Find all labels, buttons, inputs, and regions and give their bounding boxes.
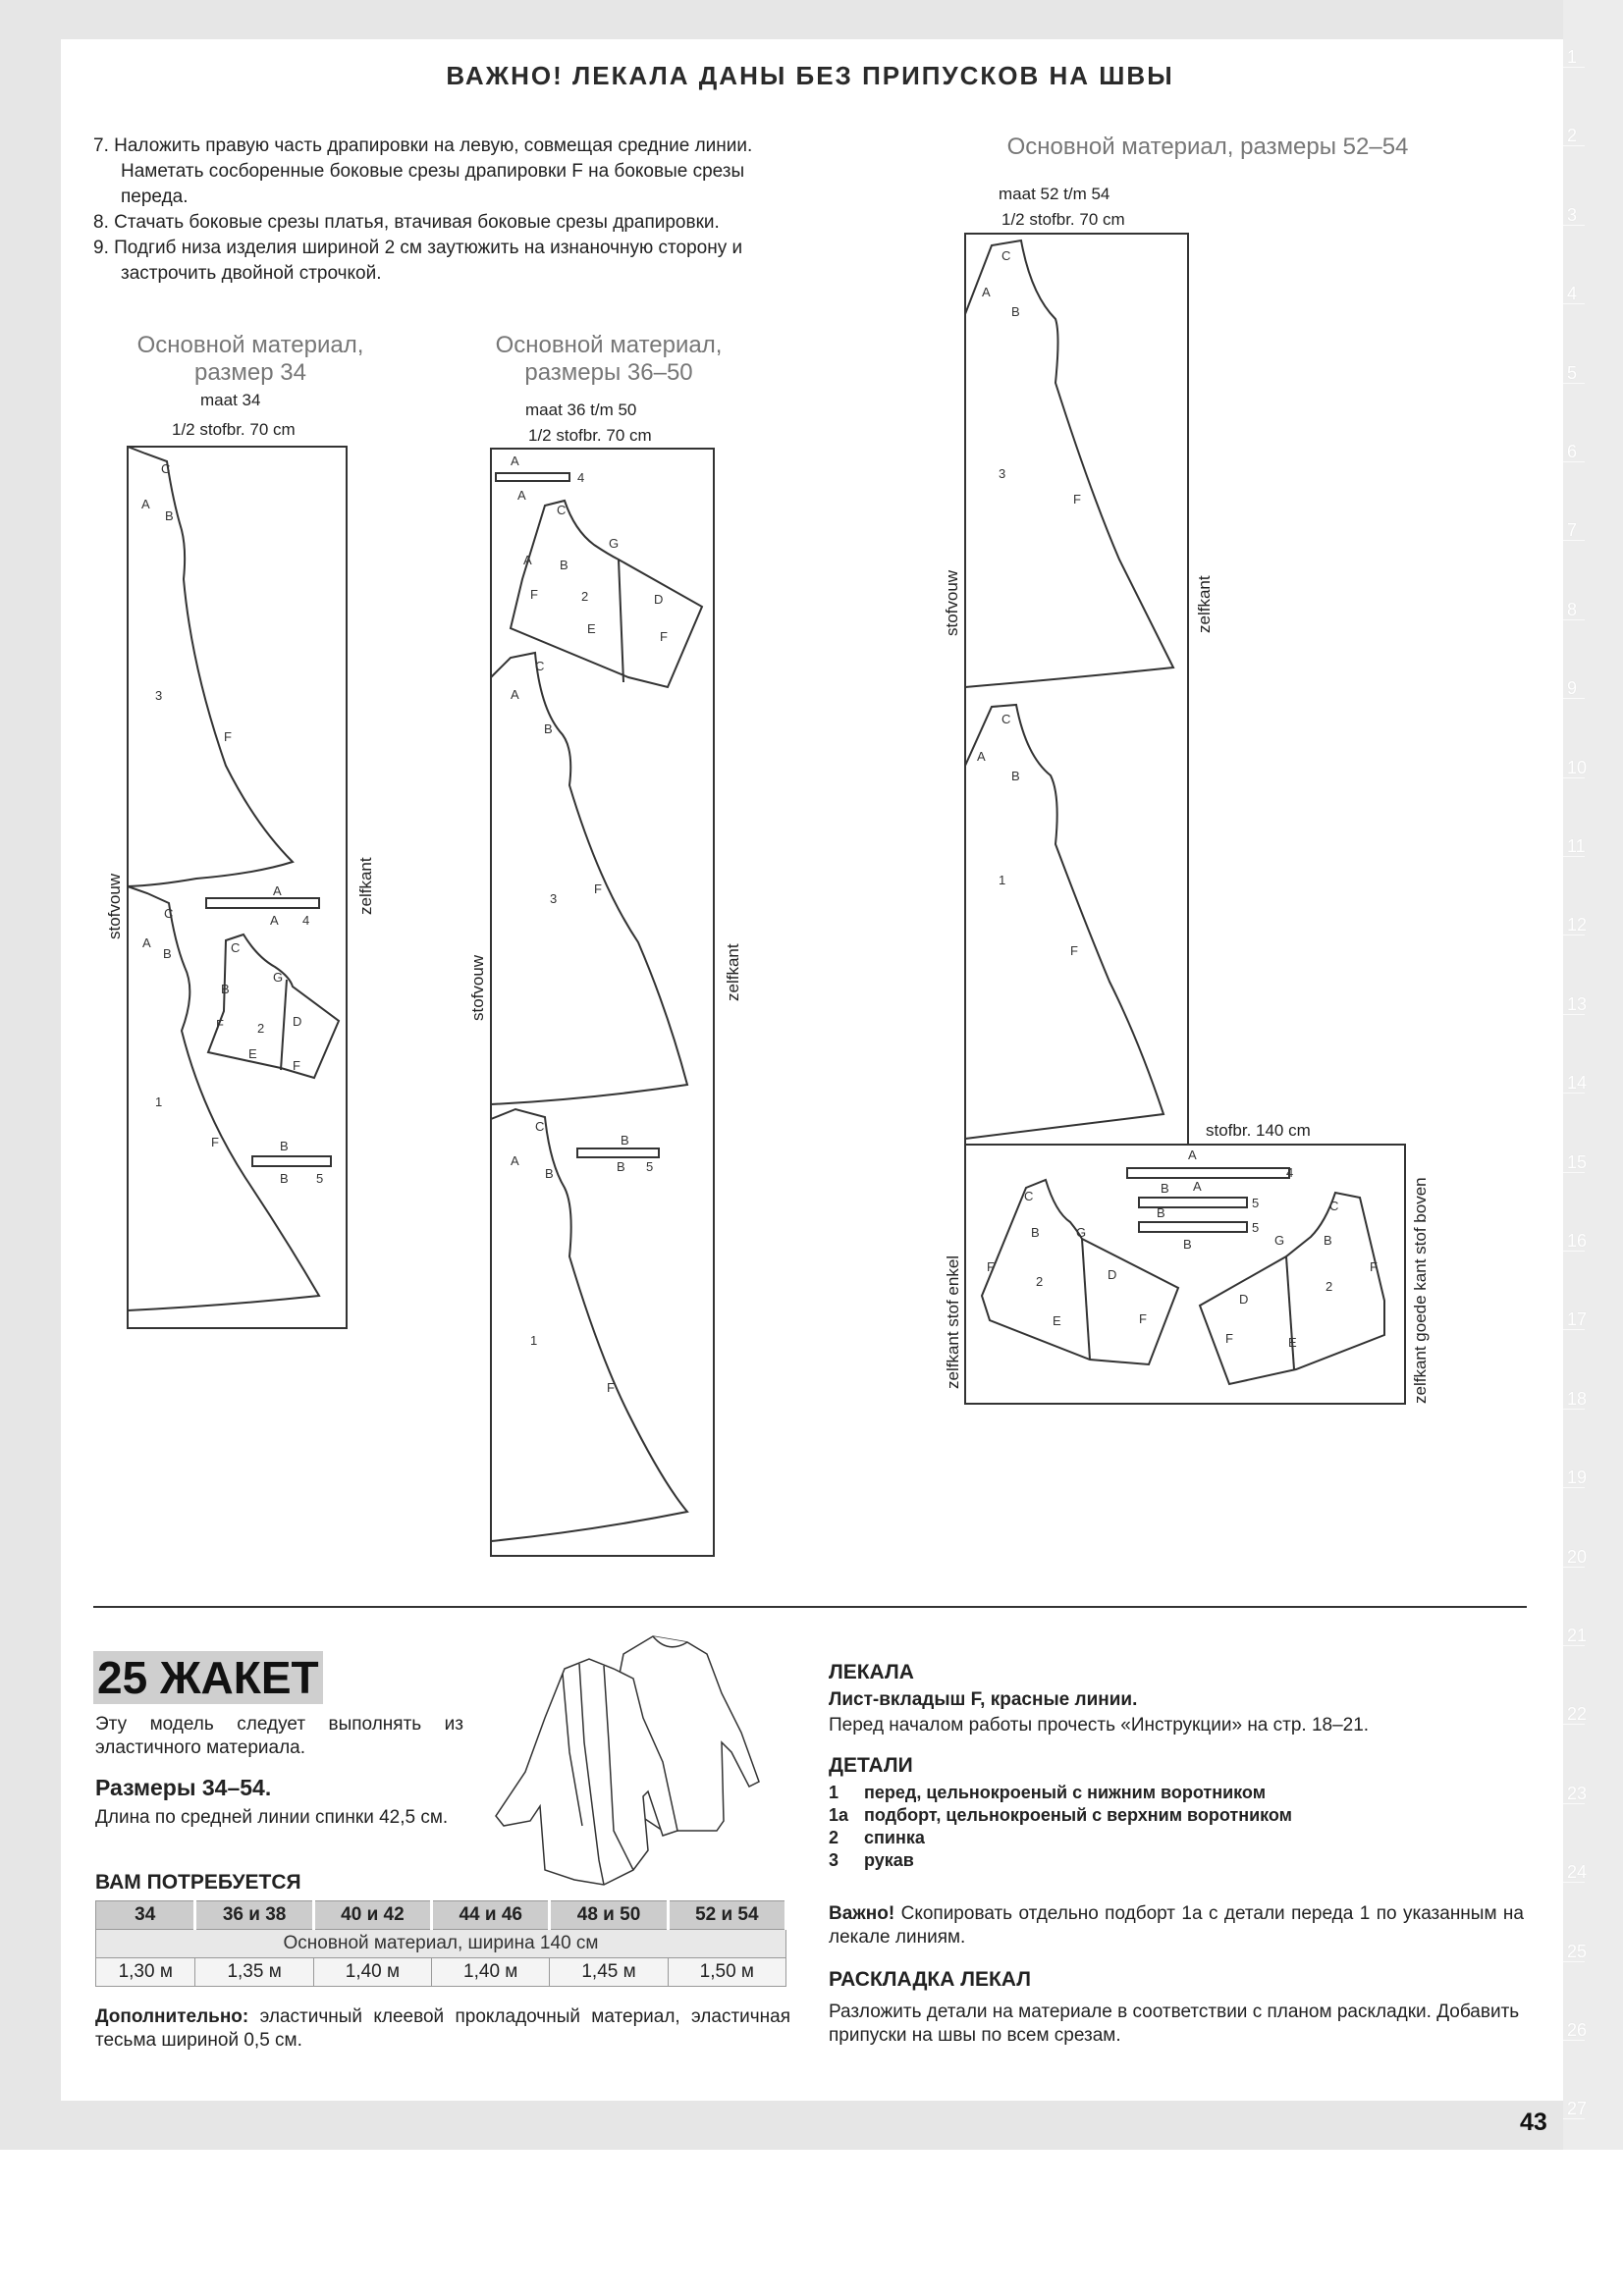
ruler-number: 27 <box>1567 2099 1588 2119</box>
svg-text:4: 4 <box>1286 1165 1294 1180</box>
svg-text:A: A <box>517 488 526 503</box>
svg-text:2: 2 <box>581 589 589 604</box>
step-8: 8. Стачать боковые срезы платья, втачивая боковые срезы драпировки. <box>93 212 720 233</box>
svg-text:A: A <box>142 935 151 950</box>
svg-text:C: C <box>1329 1199 1339 1213</box>
layout3-width-full: stofbr. 140 cm <box>1206 1121 1311 1140</box>
layout3-piece-1 <box>965 705 1163 1139</box>
layout3-width: 1/2 stofbr. 70 cm <box>1001 210 1125 229</box>
table-header-cell: 44 и 46 <box>432 1901 550 1930</box>
list-item: 1 перед, цельнокроеный с нижним воротником <box>829 1783 1267 1802</box>
svg-text:B: B <box>621 1133 629 1148</box>
layout2-selvage-label: zelfkant <box>724 943 742 1001</box>
page-number: 43 <box>1520 2109 1547 2136</box>
table-header-cell: 36 и 38 <box>195 1901 313 1930</box>
svg-text:B: B <box>1157 1205 1165 1220</box>
svg-text:4: 4 <box>302 913 310 928</box>
svg-text:B: B <box>1183 1237 1192 1252</box>
layout3-fold-label: stofvouw <box>943 569 961 636</box>
layout2-width: 1/2 stofbr. 70 cm <box>528 426 652 445</box>
details-title: ДЕТАЛИ <box>829 1754 913 1777</box>
table-cell: 1,35 м <box>195 1958 313 1987</box>
ruler-number: 2 <box>1567 126 1578 146</box>
layout1-frame <box>128 447 347 1328</box>
details-list <box>829 1782 1516 1872</box>
layout2-piece-3 <box>491 653 687 1104</box>
ruler-number: 25 <box>1567 1941 1588 1961</box>
ruler-number: 10 <box>1567 757 1588 777</box>
table-header-row <box>96 1901 786 1930</box>
ruler-number: 23 <box>1567 1783 1588 1803</box>
svg-text:F: F <box>530 587 538 602</box>
important-text: Скопировать отдельно подборт 1а с детали переда 1 по указанным на лекале линиям. <box>829 1903 1524 1948</box>
table-row <box>96 1958 786 1987</box>
ruler-number: 14 <box>1567 1073 1588 1094</box>
svg-text:C: C <box>164 906 174 921</box>
svg-text:A: A <box>1188 1148 1197 1162</box>
svg-text:B: B <box>221 982 230 996</box>
svg-text:1: 1 <box>999 873 1006 887</box>
svg-text:F: F <box>211 1135 219 1149</box>
ruler-number: 7 <box>1567 520 1578 541</box>
layout3-piece-3 <box>965 240 1173 687</box>
layout3-right-edge-label: zelfkant goede kant stof boven <box>1411 1177 1430 1404</box>
svg-text:2: 2 <box>257 1021 265 1036</box>
layout3-maat: maat 52 t/m 54 <box>999 185 1110 203</box>
sizes-title: Размеры 34–54. <box>95 1775 272 1800</box>
svg-text:F: F <box>660 629 668 644</box>
svg-text:F: F <box>594 881 602 896</box>
layout1-width: 1/2 stofbr. 70 cm <box>172 420 296 439</box>
layout3-strip-5b <box>1139 1222 1247 1232</box>
ruler-number: 12 <box>1567 915 1588 935</box>
svg-text:B: B <box>617 1159 625 1174</box>
svg-text:5: 5 <box>316 1171 324 1186</box>
svg-text:5: 5 <box>1252 1196 1260 1210</box>
svg-text:A: A <box>270 913 279 928</box>
svg-text:B: B <box>280 1139 289 1153</box>
table-material-row <box>96 1930 786 1958</box>
layout1-maat: maat 34 <box>200 391 261 409</box>
svg-text:D: D <box>654 592 664 607</box>
svg-text:F: F <box>293 1058 300 1073</box>
important-label: Важно! <box>829 1903 895 1924</box>
svg-text:A: A <box>523 553 532 567</box>
table-header-cell: 34 <box>96 1901 195 1930</box>
ruler-number: 11 <box>1567 836 1586 856</box>
svg-text:A: A <box>511 1153 519 1168</box>
svg-text:E: E <box>1288 1335 1297 1350</box>
svg-text:A: A <box>511 687 519 702</box>
extra-label: Дополнительно: <box>95 2006 249 2027</box>
svg-text:3: 3 <box>999 466 1006 481</box>
svg-text:F: F <box>1073 492 1081 507</box>
svg-text:A: A <box>1193 1179 1202 1194</box>
layout3-strip-5a <box>1139 1198 1247 1207</box>
svg-text:F: F <box>216 1017 224 1032</box>
svg-text:3: 3 <box>550 891 558 906</box>
svg-text:D: D <box>1108 1267 1117 1282</box>
section-divider <box>93 1606 1527 1608</box>
table-material-cell: Основной материал, ширина 140 см <box>96 1930 786 1958</box>
ruler-number: 3 <box>1567 204 1578 225</box>
needs-title: ВАМ ПОТРЕБУЕТСЯ <box>95 1871 301 1894</box>
table-cell: 1,40 м <box>432 1958 550 1987</box>
layout1-piece-3 <box>128 447 293 886</box>
layout-title: РАСКЛАДКА ЛЕКАЛ <box>829 1968 1031 1991</box>
svg-text:G: G <box>273 970 284 985</box>
layout3-left-edge-label: zelfkant stof enkel <box>944 1255 962 1389</box>
svg-text:C: C <box>535 1119 545 1134</box>
svg-text:C: C <box>1001 712 1011 726</box>
layout2-strip-5 <box>577 1148 659 1157</box>
jacket-illustration <box>486 1625 781 1895</box>
ruler-number: 24 <box>1567 1862 1588 1883</box>
svg-text:2: 2 <box>1036 1274 1044 1289</box>
svg-text:3: 3 <box>155 688 163 703</box>
svg-text:B: B <box>1031 1225 1040 1240</box>
svg-text:C: C <box>231 940 241 955</box>
extra-text: эластичный клеевой прокладочный материал, эластичная тесьма шириной 0,5 см. <box>95 2006 791 2051</box>
svg-text:A: A <box>977 749 986 764</box>
layout1-strip-5 <box>252 1156 331 1166</box>
list-item: 1а подборт, цельнокроеный с верхним воротником <box>829 1805 1292 1825</box>
table-header-cell: 40 и 42 <box>313 1901 431 1930</box>
svg-text:B: B <box>163 946 172 961</box>
ruler-number: 6 <box>1567 442 1578 461</box>
svg-text:G: G <box>1274 1233 1285 1248</box>
layout2-maat: maat 36 t/m 50 <box>525 400 637 419</box>
svg-text:F: F <box>1225 1331 1233 1346</box>
ruler-number: 15 <box>1567 1151 1588 1172</box>
ruler-number: 13 <box>1567 993 1588 1014</box>
svg-text:B: B <box>560 558 568 572</box>
layout1-caption: Основной материал, размер 34 <box>136 332 364 386</box>
layout3-caption: Основной материал, размеры 52–54 <box>1006 133 1409 160</box>
layout2-piece-1 <box>491 1109 687 1541</box>
svg-text:B: B <box>1011 769 1020 783</box>
layout2-fold-label: stofvouw <box>468 954 487 1021</box>
layout3-frame-upper <box>965 234 1188 1145</box>
svg-text:F: F <box>1370 1259 1378 1274</box>
svg-text:1: 1 <box>530 1333 538 1348</box>
list-item: 2 спинка <box>829 1828 925 1847</box>
svg-text:D: D <box>1239 1292 1249 1307</box>
back-length: Длина по средней линии спинки 42,5 см. <box>95 1807 449 1828</box>
svg-text:C: C <box>557 503 567 517</box>
svg-text:C: C <box>1024 1189 1034 1203</box>
svg-text:F: F <box>224 729 232 744</box>
svg-text:G: G <box>1076 1225 1087 1240</box>
svg-text:F: F <box>987 1259 995 1274</box>
svg-text:F: F <box>607 1380 615 1395</box>
page-heading: ВАЖНО! ЛЕКАЛА ДАНЫ БЕЗ ПРИПУСКОВ НА ШВЫ <box>446 61 1174 90</box>
table-cell: 1,40 м <box>313 1958 431 1987</box>
layout3-selvage-label: zelfkant <box>1195 575 1214 633</box>
ruler-number: 18 <box>1567 1388 1588 1409</box>
svg-text:B: B <box>1324 1233 1332 1248</box>
svg-text:E: E <box>1053 1313 1061 1328</box>
ruler-number: 5 <box>1567 362 1578 383</box>
layout1-strip-4 <box>206 898 319 908</box>
svg-text:A: A <box>273 883 282 898</box>
model-title: 25 ЖАКЕТ <box>93 1651 323 1704</box>
ruler-number: 9 <box>1567 678 1578 699</box>
layout2-strip-4 <box>496 473 569 481</box>
svg-text:E: E <box>248 1046 257 1061</box>
layout1-piece-2 <box>208 934 339 1078</box>
svg-text:G: G <box>609 536 620 551</box>
ruler-number: 8 <box>1567 599 1578 619</box>
layout3-strip-4 <box>1127 1168 1289 1178</box>
svg-text:E: E <box>587 621 596 636</box>
svg-text:A: A <box>511 454 519 468</box>
svg-text:A: A <box>141 497 150 511</box>
layout2-caption: Основной материал, размеры 36–50 <box>495 332 723 386</box>
ruler-number: 17 <box>1567 1309 1588 1330</box>
layout3-frame-lower <box>965 1145 1405 1404</box>
svg-text:B: B <box>1161 1181 1169 1196</box>
svg-text:2: 2 <box>1325 1279 1333 1294</box>
table-cell: 1,30 м <box>96 1958 195 1987</box>
ruler-number: 4 <box>1567 284 1578 304</box>
ruler-number: 20 <box>1567 1546 1588 1567</box>
svg-text:B: B <box>544 721 553 736</box>
patterns-note: Перед началом работы прочесть «Инструкции» на стр. 18–21. <box>829 1715 1370 1735</box>
patterns-sheet: Лист-вкладыш F, красные линии. <box>829 1689 1138 1710</box>
svg-text:B: B <box>165 508 174 523</box>
list-item: 3 рукав <box>829 1850 914 1870</box>
layout-text: Разложить детали на материале в соответствии с планом раскладки. Добавить припуски на швы по всем срезам. <box>829 2002 1520 2046</box>
step-9: 9. Подгиб низа изделия шириной 2 см заутюжить на изнаночную сторону и застрочить двойной строчкой. <box>93 238 743 284</box>
svg-text:C: C <box>1001 248 1011 263</box>
svg-text:4: 4 <box>577 470 585 485</box>
svg-text:D: D <box>293 1014 302 1029</box>
materials-table <box>95 1900 787 1987</box>
ruler-number: 19 <box>1567 1468 1588 1488</box>
svg-text:C: C <box>161 461 171 476</box>
svg-text:C: C <box>535 659 545 673</box>
layout2-frame <box>491 449 714 1556</box>
ruler-number: 22 <box>1567 1704 1588 1725</box>
table-header-cell: 52 и 54 <box>668 1901 785 1930</box>
page-bottom-margin <box>0 2150 1623 2296</box>
ruler-number: 1 <box>1567 47 1578 67</box>
svg-text:1: 1 <box>155 1095 163 1109</box>
svg-text:B: B <box>545 1166 554 1181</box>
svg-text:B: B <box>1011 304 1020 319</box>
table-cell: 1,45 м <box>550 1958 668 1987</box>
ruler-number: 16 <box>1567 1231 1588 1251</box>
important-note <box>829 1902 1524 1949</box>
layout1-selvage-label: zelfkant <box>356 857 375 915</box>
table-header-cell: 48 и 50 <box>550 1901 668 1930</box>
svg-text:F: F <box>1070 943 1078 958</box>
svg-text:B: B <box>280 1171 289 1186</box>
svg-text:5: 5 <box>1252 1220 1260 1235</box>
layout1-fold-label: stofvouw <box>105 873 124 939</box>
ruler-number: 26 <box>1567 2020 1588 2040</box>
svg-text:5: 5 <box>646 1159 654 1174</box>
step-7: 7. Наложить правую часть драпировки на левую, совмещая средние линии. Наметать сосборенные боковые срезы драпировки F на боковые срезы переда. <box>93 135 753 207</box>
model-intro: Эту модель следует выполнять из эластичного материала. <box>95 1714 463 1758</box>
patterns-title: ЛЕКАЛА <box>829 1661 914 1683</box>
extra-materials <box>95 2005 790 2053</box>
svg-text:F: F <box>1139 1311 1147 1326</box>
ruler-number: 21 <box>1567 1626 1588 1645</box>
svg-text:A: A <box>982 285 991 299</box>
table-cell: 1,50 м <box>668 1958 785 1987</box>
